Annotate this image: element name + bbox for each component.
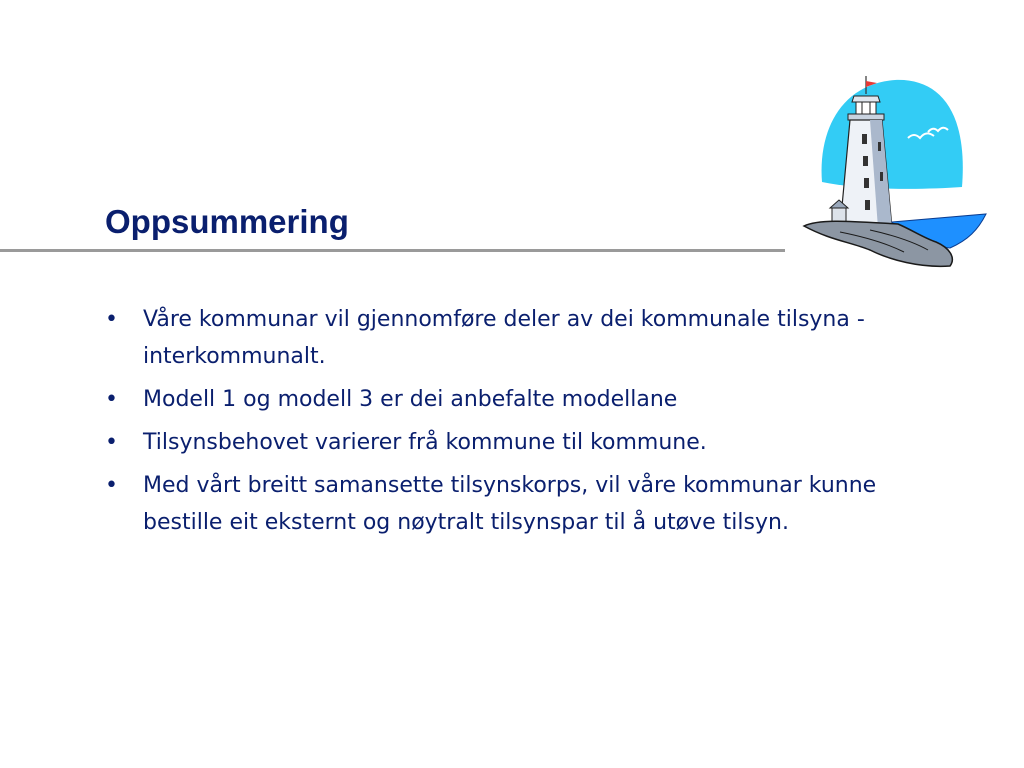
bullet-text: Modell 1 og modell 3 er dei anbefalte modellane [143, 387, 678, 412]
bullet-text: Våre kommunar vil gjennomføre deler av dei kommunale tilsyna - interkommunalt. [143, 307, 865, 369]
sky-shape [822, 80, 963, 189]
bullet-marker: • [105, 307, 118, 332]
bullet-marker: • [105, 387, 118, 412]
bullet-item [105, 467, 935, 541]
bullet-text: Med vårt breitt samansette tilsynskorps, vil våre kommunar kunne bestille eit eksternt og nøytralt tilsynspar til å utøve tilsyn. [143, 473, 877, 535]
bullet-item [105, 381, 935, 418]
bullet-list [105, 301, 935, 547]
bullet-marker: • [105, 430, 118, 455]
bullet-item [105, 424, 935, 461]
bullet-marker: • [105, 473, 118, 498]
bullet-text: Tilsynsbehovet varierer frå kommune til kommune. [143, 430, 707, 455]
slide-title: Oppsummering [105, 203, 349, 240]
bullet-item [105, 301, 935, 375]
title-divider [0, 249, 785, 252]
lighthouse-icon [800, 72, 992, 272]
